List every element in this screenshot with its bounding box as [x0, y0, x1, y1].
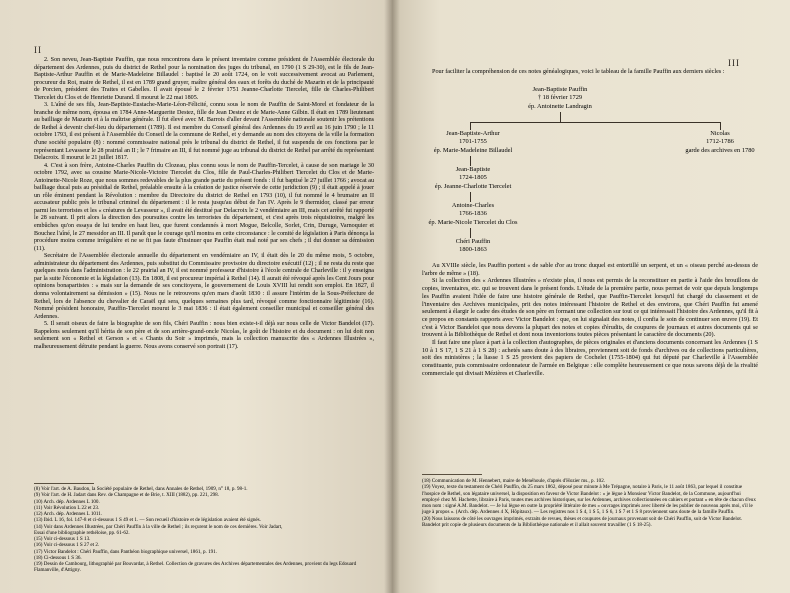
footnote-rule [34, 483, 94, 484]
tree-connector [470, 228, 471, 238]
footnote: (17) Victor Bandelot : Chéri Pauffin, dans Panthéon biographique universel, 1861, p. 191. [34, 548, 217, 555]
gen3-spouse: ép. Marie-Nicole Tiercelet du Clos [428, 218, 518, 226]
book-gutter [384, 0, 400, 593]
tree-connector [470, 192, 471, 202]
footnote: (16) Voir ci-dessous 1 S 27 et 2. [34, 542, 100, 549]
tree-connector [470, 122, 471, 130]
tree-connector [470, 122, 720, 123]
gen3-name: Antoine-Charles [451, 202, 495, 209]
footnote: (11) Voir Révolution L 22 et 23. [34, 504, 100, 511]
root-dates: † 18 février 1729 [537, 94, 583, 102]
paragraph: Au XVIIIe siècle, les Pauffin portent « de sable d'or au tronc duquel est entortillé un serpent, et un « oiseau perché au-dessus de l'arbre de même » (18). [422, 262, 758, 277]
paragraph: 2. Son neveu, Jean-Baptiste Pauffin, que nous rencontrons dans le présent inventaire comme président de l'Assemblée électorale du département des Ardennes, puis du district de Rethel pour la nomination des juges du tribunal, en 1790 (1 S 29-30), est le fils de Jean-Baptiste-Arthur Pauffin et de Marie-Madeleine Billaudel : baptisé le 20 août 1724, on le voit successivement avocat au Parlement, procureur du Roi, maire de Rethel, il est en 1789 grand gruyer, maître général des eaux et forêts du duché de Mazarin et de la principauté de Porcien, président des Traites et Gabelles. Il avait épousé le 2 février 1751 Jeanne-Charlotte Tiercelet, fille de Charles-Philibert Tiercelet du Clos et de Henriette Durand. Il mourut le 22 mai 1805. [34, 57, 374, 101]
root-spouse: ép. Antoinette Landragin [528, 102, 592, 110]
left-body-text [34, 57, 374, 351]
gen3-dates: 1766-1836 [459, 210, 487, 218]
tree-right-branch [670, 130, 770, 155]
paragraph: Si la collection des « Ardennes Illustrées » n'existe plus, il nous est permis de la reconstituer en partie à l'aide des brouillons de copies, inventaires, etc. qui se trouvent dans le présent fonds. L'étude de la première partie, nous permet de voir que depuis longtemps les Pauffin avaient l'idée de faire une histoire générale de Rethel, que Pauffin-Tiercelet lorsqu'il fut chargé du classement et de l'inventaire des Archives municipales, prit des notes intéressant l'histoire de Rethel et des environs, que Chéri Pauffin fut amené seulement à élargir le cadre des études de son père en formant une collection sur tout ce qui intéressait l'histoire des Ardennes, qu'il fit à ce propos en constants rapports avec Victor Bandelot : que, on lui signalait des notes, il confia le soin de continuer son œuvre (19). Et c'est à Victor Bandelot que nous devons la plupart des notes et copies d'érudits, de coupures de journaux et autres documents qui se trouvent à la Bibliothèque de Rethel et dont nous inventorions toutes pièces présentant le caractère de documents (20). [422, 277, 758, 339]
right-dates: 1712-1786 [706, 138, 734, 146]
gen2-spouse: ép. Jeanne-Charlotte Tiercelet [434, 182, 512, 190]
right-role: garde des archives en 1780 [685, 146, 755, 154]
paragraph: 3. L'aîné de ses fils, Jean-Baptiste-Eustache-Marie-Léon-Félicité, connu sous le nom de Pauffin de Saint-Morel et fondateur de la branche de même nom, épousa en 1784 Anne-Marguerite Destez, fille de Jean Destez et de Marie-Anne Gilbin. Il était en 1789 lieutenant au bailliage de Mazarin et à la maîtrise générale. Il fut élevé avec M. Barrois d'aller devant l'Assemblée nationale soutenir les prétentions de Rethel à devenir chef-lieu du département (1789). Il est membre du Conseil général des Ardennes du 19 avril au 16 juin 1790 ; le 11 octobre 1793, il est présent à l'Assemblée du Conseil de la commune de Rethel, et y demande au nom des citoyens de la ville la formation d'une société populaire (8) : nommé commissaire national près le tribunal du district de Rethel, il fut suspendu de ces fonctions par le représentant Levasseur le 28 prairial an II ; le 7 frimaire an III, il fut nommé juge au tribunal du district de Rethel par arrêté du représentant Delacroix. Il mourut le 21 juillet 1817. [34, 102, 374, 162]
tree-gen2 [418, 166, 528, 191]
footnote: (18) Ci-dessous 1 S 36. [34, 554, 82, 561]
footnote: (9) Voir l'art. de H. Jadart dans Rev. de Champagne et de Brie, t. XIII (1882), pp. 221, 298. [34, 492, 220, 499]
tree-connector [470, 156, 471, 166]
footnote: (12) Arch. dép. Ardennes L 1011. [34, 511, 103, 517]
footnote: (8) Voir l'art. de A. Baudon, la Société populaire de Rethel, dans Annales de Rethel, 1909, n° 18, p. 98-1. [34, 486, 248, 492]
tree-gen4 [418, 238, 528, 255]
left-spouse: ép. Marie-Madeleine Billaudel [433, 146, 513, 154]
left-page-number: II [34, 45, 42, 55]
tree-connector [720, 122, 721, 130]
tree-gen3 [418, 202, 528, 227]
gen2-name: Jean-Baptiste [455, 166, 491, 173]
footnote: (19) Dessin de Cambourg, lithographié par Bouvardat, à Rethel. Collection de gravures des Archives départementales des Ardennes, provient du legs Edouard Flamanville, d'Attigny. [34, 561, 357, 574]
footnote: (14) Voir dans Ardennes Illustrées, par Chéri Pauffin à la ville de Rethel ; ils reçurent le nom de ces dernières. Voir Jadart, [34, 523, 283, 530]
root-name: Jean-Baptiste Pauffin [532, 86, 588, 93]
right-footnotes [422, 478, 758, 528]
right-body-text [422, 262, 758, 378]
intro-text: Pour faciliter la compréhension de ces notes généalogiques, voici le tableau de la famille Pauffin aux derniers siècles : [432, 68, 725, 75]
footnote: Essai d'une bibliographie rethéloise, pp. 61-62. [34, 529, 130, 536]
right-intro [422, 68, 758, 76]
footnote: (20) Nous laissons de côté les ouvrages imprimés, extraits de revues, thèses et coupures de journaux provenant soit de Chéri Pauffin, soit de Victor Bandelot. Bandelot prit copie de plusieurs documents de la Bibliothèque nationale et il allait souvent travailler (1 S 18-25). [422, 515, 743, 529]
gen4-name: Chéri Pauffin [455, 238, 491, 245]
gen4-dates: 1800-1863 [459, 246, 487, 254]
footnote: (13) Ibid. L 16, fol. 147-8 et ci-dessous 1 S 49 et 1. — Son recueil d'histoire et de législation avaient été signés. [34, 517, 261, 524]
right-page-number: III [728, 58, 740, 68]
left-dates: 1701-1755 [459, 138, 487, 146]
footnote: (10) Arch. dép. Ardennes L 100. [34, 498, 100, 505]
footnote: (15) Voir ci-dessous 1 S 13. [34, 536, 91, 542]
right-name: Nicolas [710, 130, 730, 137]
left-name: Jean-Baptiste-Arthur [446, 130, 500, 137]
tree-root [500, 86, 620, 111]
paragraph: Secrétaire de l'Assemblée électorale annuelle du département en vendémiaire an IV, il était dès le 20 du même mois, 5 octobre, administrateur du département des Ardennes, puis substitut du Commissaire provisoire du directoire exécutif (12) ; il ne resta du reste que quelques mois dans l'administration : le 22 prairial an IV, il est nommé professeur d'histoire à l'école centrale de Charleville : il y enseigna par la suite l'économie et la législation (13). En 1808, il est procureur impérial à Rethel (14). Il aurait été révoqué après les Cent Jours pour opinions bonapartistes : « mais sur la demande de ses concitoyens, le gouvernement de Louis XVIII lui rendit son emploi. En 1827, il donna volontairement sa démission » (15). Nous ne le retrouvons qu'en mars d'août 1830 : il assure l'intérim de la Sous-Préfecture de Rethel, lors de l'absence du chevalier de Caraël qui sera, quelques semaines plus tard, révoqué comme fonctionnaire légitimiste (16). Nommé président honoraire, Pauffin-Tiercelet mourut le 3 mai 1836 : il était également conseiller municipal et conseiller général des Ardennes. [34, 253, 374, 320]
paragraph: Il faut faire une place à part à la collection d'autographes, de pièces originales et d'anciens documents concernant les Ardennes (1 S 10 à 1 S 17, 1 S 21 à 1 S 28) : achetés sans doute à des libraires, proviennent soit de fonds d'archives ou de collections particulières, soit des ministères ; la liasse 1 S 25 provient des papiers de Cochelet (1755-1804) qui fut député par Charleville à l'Assemblée constituante, puis commissaire ordonnateur de l'armée en Belgique : elle complète heureusement ce que nous savons déjà de la rivalité commerciale qui divisait Mézières et Charleville. [422, 339, 758, 377]
footnote: (18) Communication de M. Hennebert, maire de Menéhoule, d'après d'Hozier ms., p. 102. [422, 478, 606, 484]
tree-connector [560, 112, 561, 122]
paragraph: 5. Il serait oiseux de faire la biographie de son fils, Chéri Pauffin : nous bien existe-t-il déjà sur nous celle de Victor Bandelot (17). Rappelons seulement qu'il hérita de son père et de son arrière-grand-oncle Nicolas, le goût de l'histoire et du document : on lui doit non seulement son « Rethel et Gerson » et « Chants du Soir » imprimés, mais la collection manuscrite des « Ardennes Illustrées », malheureusement détruite pendant la guerre. Nous avons conservé son portrait (17). [34, 321, 374, 350]
tree-left-branch [418, 130, 528, 155]
footnote: (19) Voyez, texte du testament de Chéri Pauffin, du 25 mars 1862, déposé pour minute à Me Trépagne, notaire à Paris, le 11 août 1863, par lequel il constitue l'hospice de Rethel, son légataire universel, la disposition en faveur de Victor Bandelot : « je lègue à Monsieur Victor Bandelot, de la Commune, aujourd'hui employé chez M. Hachette, libraire à Paris, toutes mes archives historiques, sur les Ardennes, archives collectionnées en cahiers et portant « en tête de chacun d'eux mon nom : signé A.M. Bandelot. — Je lui lègue en outre la propriété littéraire de mes « ouvrages imprimés avec liberté de les publier de nouveau après moi, s'il le juge à propos ». (Arch. dép. Ardennes 4 X, Hôpitaux). — Les registres nos 1 S 4, 1 S 5, 1 S 6, 1 S 7 et 1 S 8 proviennent sans doute de la famille Pauffin. [422, 484, 756, 516]
paragraph: 4. C'est à son frère, Antoine-Charles Pauffin du Clozeau, plus connu sous le nom de Pauffin-Tercelet, à cause de son mariage le 30 octobre 1792, avec sa cousine Marie-Nicole-Victoire Tiercelet du Clos, fille de Paul-Charles-Philibert Tiercelet du Clos et de Marie-Antoinette-Nicole Roze, que nous sommes redevables de la plus grande partie du présent fonds : il fut baptisé le 27 juillet 1766 ; avocat au bailliage ducal puis au présidial de Rethel, préalable ensuite à la création de justice réservée de cette juridiction (9) ; il était appelé à jouer un rôle éminent pendant la Révolution : membre du Directoire du district de Rethel en 1793 (10), il fut nommé le 4 brumaire an II accusateur public près le tribunal criminel du département : il le resta jusqu'au début de l'an IV. Après le 9 thermidor, classé par erreur parmi les terroristes et les « créatures de Levasseur », il avait été destitué par Delacroix le 2 vendémiaire an III, mais cet arrêté fut rapporté le 28 suivant. Il prit alors la direction des poursuites contre les terroristes du département, et c'est après trois réquisitoires, malgré les embûches qu'on essaya de lui tendre en haut lieu, que furent condamnés à mort Mogue, Belcolle, Sorlet, Crin, Duruge, Varnoquier et Bouchez l'aîné, le 27 messidor an III. Il paraît que le courage qu'il montra en cette circonstance : le comité de législation à Paris dénonça la procédure moins comme irrégulière et ne se fit pas faute d'insinuer que Pauffin était mal noté par ses chefs ; il dut donner sa démission (11). [34, 162, 374, 252]
gen2-dates: 1724-1805 [459, 174, 487, 182]
footnote-rule [422, 474, 482, 475]
left-footnotes [34, 486, 374, 574]
